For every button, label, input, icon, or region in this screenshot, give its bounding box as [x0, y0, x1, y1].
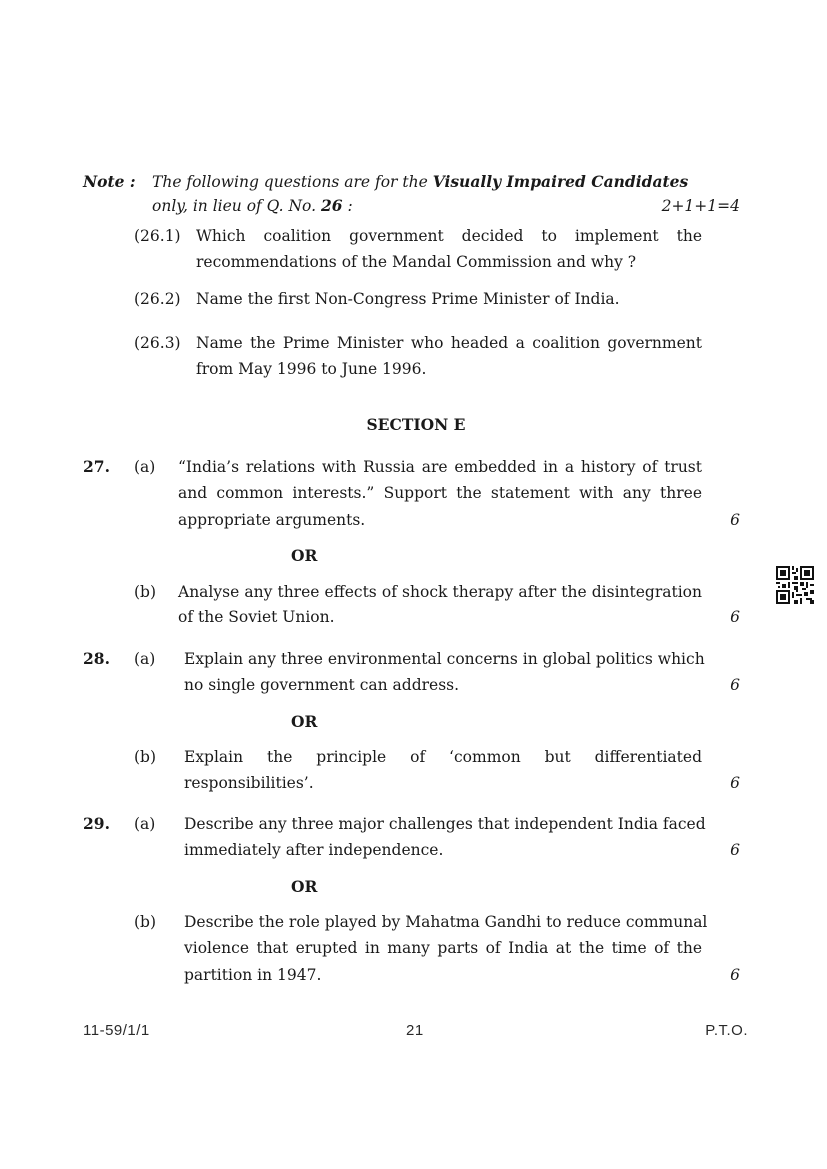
- question-29b-line-1: Describe the role played by Mahatma Gandhi to reduce communal: [184, 913, 708, 931]
- question-29b-label: (b): [134, 913, 157, 931]
- question-27a-label: (a): [134, 458, 156, 476]
- question-28a-line-2: no single government can address.: [184, 676, 460, 694]
- question-27a-line-1: “India’s relations with Russia are embedded in a history of trust: [178, 458, 702, 476]
- item-26-2-number: (26.2): [134, 290, 181, 308]
- note-qno: 26: [320, 196, 343, 215]
- qr-code-icon: [776, 566, 814, 604]
- item-26-1-number: (26.1): [134, 227, 181, 245]
- footer-page-number: 21: [406, 1022, 424, 1039]
- question-27b-marks: 6: [730, 608, 740, 626]
- question-27b-label: (b): [134, 583, 157, 601]
- question-28b-line-2: responsibilities’.: [184, 774, 314, 792]
- question-28a-line-1: Explain any three environmental concerns in global politics which: [184, 650, 705, 668]
- section-title: SECTION E: [366, 415, 466, 434]
- footer-paper-code: 11-59/1/1: [83, 1022, 150, 1039]
- question-29-or: OR: [291, 877, 318, 896]
- question-29b-line-3: partition in 1947.: [184, 966, 322, 984]
- question-29-number: 29.: [83, 814, 110, 833]
- question-28b-line-1: Explain the principle of ‘common but differentiated: [184, 748, 702, 766]
- question-28-or: OR: [291, 712, 318, 731]
- question-27a-marks: 6: [730, 511, 740, 529]
- note-line-1: [152, 172, 702, 192]
- question-29b-line-2: violence that erupted in many parts of India at the time of the: [184, 939, 702, 957]
- note-line-1-bold: Visually Impaired Candidates: [432, 172, 689, 191]
- question-27b-line-2: of the Soviet Union.: [178, 608, 335, 626]
- question-29a-marks: 6: [730, 841, 740, 859]
- note-line-2: [152, 196, 353, 216]
- item-26-2-line-1: Name the first Non-Congress Prime Minister of India.: [196, 290, 620, 308]
- question-28b-label: (b): [134, 748, 157, 766]
- question-27b-line-1: Analyse any three effects of shock therapy after the disintegration: [178, 583, 702, 601]
- question-27-number: 27.: [83, 457, 110, 476]
- question-29b-marks: 6: [730, 966, 740, 984]
- question-29a-label: (a): [134, 815, 156, 833]
- question-29a-line-2: immediately after independence.: [184, 841, 444, 859]
- question-28-number: 28.: [83, 649, 110, 668]
- item-26-3-line-2: from May 1996 to June 1996.: [196, 360, 427, 378]
- note-label: Note :: [83, 172, 136, 191]
- note-line-2-prefix: only, in lieu of Q. No.: [152, 197, 317, 215]
- item-26-1-line-2: recommendations of the Mandal Commission and why ?: [196, 253, 637, 271]
- note-line-2-suffix: :: [347, 197, 353, 215]
- question-29a-line-1: Describe any three major challenges that independent India faced: [184, 815, 706, 833]
- question-27-or: OR: [291, 546, 318, 565]
- question-28a-label: (a): [134, 650, 156, 668]
- item-26-3-number: (26.3): [134, 334, 181, 352]
- note-marks: 2+1+1=4: [661, 197, 740, 215]
- item-26-3-line-1: Name the Prime Minister who headed a coalition government: [196, 334, 702, 352]
- question-27a-line-2: and common interests.” Support the statement with any three: [178, 484, 702, 502]
- footer-pto: P.T.O.: [705, 1022, 748, 1039]
- question-28a-marks: 6: [730, 676, 740, 694]
- question-28b-marks: 6: [730, 774, 740, 792]
- question-27a-line-3: appropriate arguments.: [178, 511, 366, 529]
- note-line-1-prefix: The following questions are for the: [152, 173, 428, 191]
- item-26-1-line-1: Which coalition government decided to implement the: [196, 227, 702, 245]
